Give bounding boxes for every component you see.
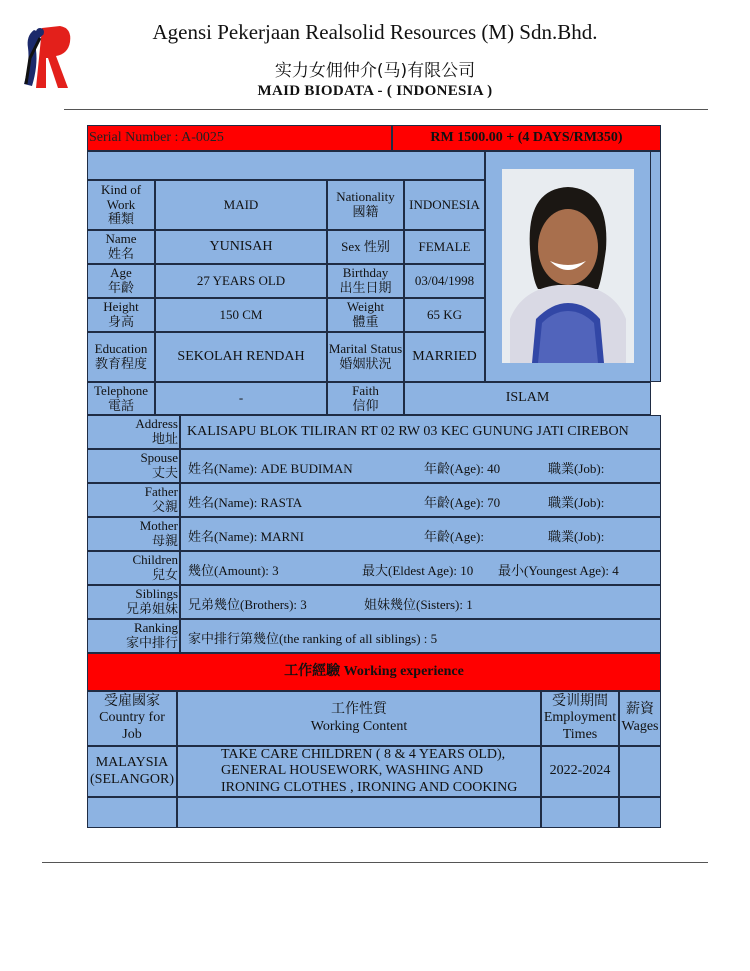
header-divider	[64, 109, 708, 110]
siblings-sisters: 姐妹幾位(Sisters): 1	[364, 597, 473, 612]
birthday-label: Birthday 出生日期	[327, 264, 404, 298]
weight-value: 65 KG	[404, 298, 485, 332]
exp-empty-content	[177, 797, 541, 828]
photo-side-strip	[651, 151, 661, 382]
spacer-row	[87, 151, 485, 180]
address-label: Address 地址	[87, 415, 180, 449]
spouse-label: Spouse 丈夫	[87, 449, 180, 483]
serial-number: Serial Number : A-0025	[87, 125, 392, 151]
mother-label: Mother 母親	[87, 517, 180, 551]
height-label: Height 身高	[87, 298, 155, 332]
address-value: KALISAPU BLOK TILIRAN RT 02 RW 03 KEC GUNUNG JATI CIREBON	[180, 415, 661, 449]
marital-status-value: MARRIED	[404, 332, 485, 382]
exp-empty-wages	[619, 797, 661, 828]
children-label: Children 兒女	[87, 551, 180, 585]
ranking-label: Ranking 家中排行	[87, 619, 180, 653]
price: RM 1500.00 + (4 DAYS/RM350)	[392, 125, 661, 151]
sex-value: FEMALE	[404, 230, 485, 264]
mother-name: 姓名(Name): MARNI	[188, 529, 304, 544]
col-country: 受雇國家 Country for Job	[87, 691, 177, 746]
company-name-cn: 实力女佣仲介(马)有限公司	[274, 61, 476, 81]
document-title: MAID BIODATA - ( INDONESIA )	[257, 83, 493, 99]
education-label: Education 教育程度	[87, 332, 155, 382]
kind-of-work-label: Kind of Work 種類	[87, 180, 155, 230]
exp-wages	[619, 746, 661, 797]
nationality-label: Nationality 國籍	[327, 180, 404, 230]
children-eldest: 最大(Eldest Age): 10	[362, 563, 474, 578]
spouse-name: 姓名(Name): ADE BUDIMAN	[188, 461, 353, 476]
weight-label: Weight 體重	[327, 298, 404, 332]
kind-of-work-value: MAID	[155, 180, 327, 230]
father-age: 年齡(Age): 70	[424, 495, 501, 510]
birthday-value: 03/04/1998	[404, 264, 485, 298]
marital-status-label: Marital Status 婚姻狀況	[327, 332, 404, 382]
spouse-job: 職業(Job):	[548, 461, 605, 476]
faith-value: ISLAM	[404, 382, 651, 415]
children-youngest: 最小(Youngest Age): 4	[498, 563, 619, 578]
height-value: 150 CM	[155, 298, 327, 332]
children-amount: 幾位(Amount): 3	[188, 563, 279, 578]
age-value: 27 YEARS OLD	[155, 264, 327, 298]
education-value: SEKOLAH RENDAH	[155, 332, 327, 382]
col-employment-times: 受训期間 Employment Times	[541, 691, 619, 746]
mother-job: 職業(Job):	[548, 529, 605, 544]
col-working-content: 工作性質 Working Content	[177, 691, 541, 746]
footer-divider	[42, 862, 708, 863]
maid-portrait	[502, 169, 634, 363]
father-name: 姓名(Name): RASTA	[188, 495, 303, 510]
mother-age: 年齡(Age):	[424, 529, 484, 544]
nationality-value: INDONESIA	[404, 180, 485, 230]
siblings-label: Siblings 兄弟姐妹	[87, 585, 180, 619]
age-label: Age 年齡	[87, 264, 155, 298]
exp-content: TAKE CARE CHILDREN ( 8 & 4 YEARS OLD), GENERAL HOUSEWORK, WASHING AND IRONING CLOTHES , IRONING AND COOKING	[177, 746, 541, 797]
father-job: 職業(Job):	[548, 495, 605, 510]
name-label: Name 姓名	[87, 230, 155, 264]
telephone-label: Telephone 電話	[87, 382, 155, 415]
faith-label: Faith 信仰	[327, 382, 404, 415]
exp-empty-country	[87, 797, 177, 828]
sex-label: Sex 性别	[327, 230, 404, 264]
col-wages: 薪資 Wages	[619, 691, 661, 746]
telephone-value: -	[155, 382, 327, 415]
siblings-brothers: 兄弟幾位(Brothers): 3	[188, 597, 307, 612]
ranking-value: 家中排行第幾位(the ranking of all siblings) : 5	[188, 631, 438, 646]
working-experience-title: 工作經驗 Working experience	[87, 653, 661, 691]
spouse-age: 年齡(Age): 40	[424, 461, 501, 476]
father-label: Father 父親	[87, 483, 180, 517]
exp-times: 2022-2024	[541, 746, 619, 797]
exp-country: MALAYSIA (SELANGOR)	[87, 746, 177, 797]
name-value: YUNISAH	[155, 230, 327, 264]
company-name: Agensi Pekerjaan Realsolid Resources (M) Sdn.Bhd.	[152, 20, 598, 44]
exp-empty-times	[541, 797, 619, 828]
